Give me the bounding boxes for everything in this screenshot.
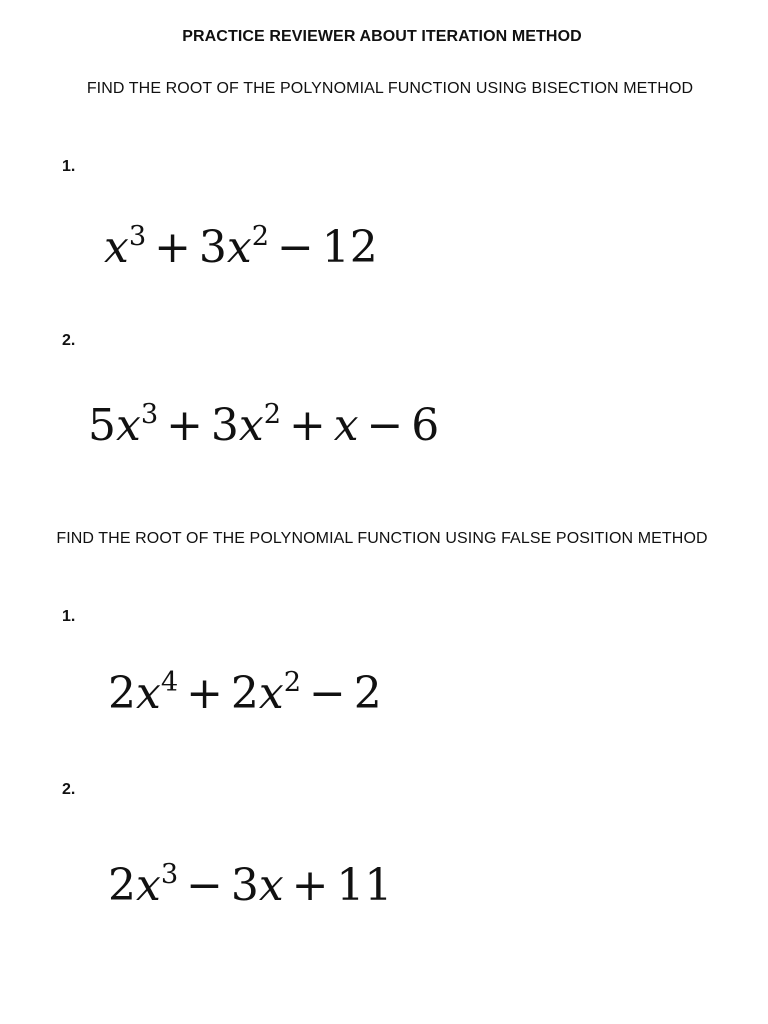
operator: +: [288, 400, 326, 451]
variable: x: [136, 668, 161, 719]
equation: [108, 859, 393, 911]
equation: [108, 667, 382, 719]
variable: x: [333, 400, 359, 451]
problem-number: 2.: [62, 781, 76, 798]
operator: +: [166, 400, 203, 451]
variable: x: [136, 860, 161, 911]
coefficient: 2: [108, 860, 136, 911]
variable: x: [116, 400, 141, 451]
term: [354, 668, 382, 719]
coefficient: 5: [88, 400, 116, 451]
coefficient: 2: [108, 668, 136, 719]
equation: [104, 221, 378, 273]
term: [88, 400, 158, 451]
coefficient: 2: [230, 668, 259, 719]
term: [231, 668, 301, 719]
variable: x: [104, 222, 129, 273]
term: [199, 222, 269, 273]
operator: −: [186, 860, 223, 911]
term: [334, 400, 359, 451]
exponent: 2: [263, 399, 282, 431]
exponent: 4: [160, 667, 179, 699]
coefficient: 3: [230, 860, 259, 911]
exponent: 2: [251, 221, 270, 253]
exponent: 3: [160, 859, 179, 891]
operator: −: [276, 222, 314, 273]
operator: −: [308, 668, 346, 719]
operator: +: [154, 222, 191, 273]
term: [411, 400, 439, 451]
equation: [88, 399, 440, 451]
coefficient: 12: [321, 222, 378, 273]
coefficient: 6: [411, 400, 440, 451]
variable: x: [258, 668, 284, 719]
operator: −: [366, 400, 404, 451]
variable: x: [226, 222, 252, 273]
coefficient: 11: [336, 860, 393, 911]
term: [231, 860, 284, 911]
problem-number: 2.: [62, 332, 76, 349]
term: [108, 668, 178, 719]
term: [104, 222, 146, 273]
term: [108, 860, 178, 911]
exponent: 3: [140, 399, 159, 431]
coefficient: 2: [353, 668, 382, 719]
coefficient: 3: [210, 400, 239, 451]
term: [211, 400, 281, 451]
term: [336, 860, 392, 911]
operator: +: [186, 668, 223, 719]
problem-number: 1.: [62, 608, 76, 625]
exponent: 2: [283, 667, 302, 699]
section-heading-false-position: FIND THE ROOT OF THE POLYNOMIAL FUNCTION USING FALSE POSITION METHOD: [56, 530, 708, 547]
operator: +: [291, 860, 329, 911]
problem-number: 1.: [62, 158, 76, 175]
variable: x: [238, 400, 264, 451]
term: [322, 222, 378, 273]
page-title: PRACTICE REVIEWER ABOUT ITERATION METHOD: [182, 28, 582, 45]
coefficient: 3: [198, 222, 227, 273]
variable: x: [258, 860, 284, 911]
section-heading-bisection: FIND THE ROOT OF THE POLYNOMIAL FUNCTION USING BISECTION METHOD: [86, 80, 694, 97]
exponent: 3: [128, 221, 147, 253]
